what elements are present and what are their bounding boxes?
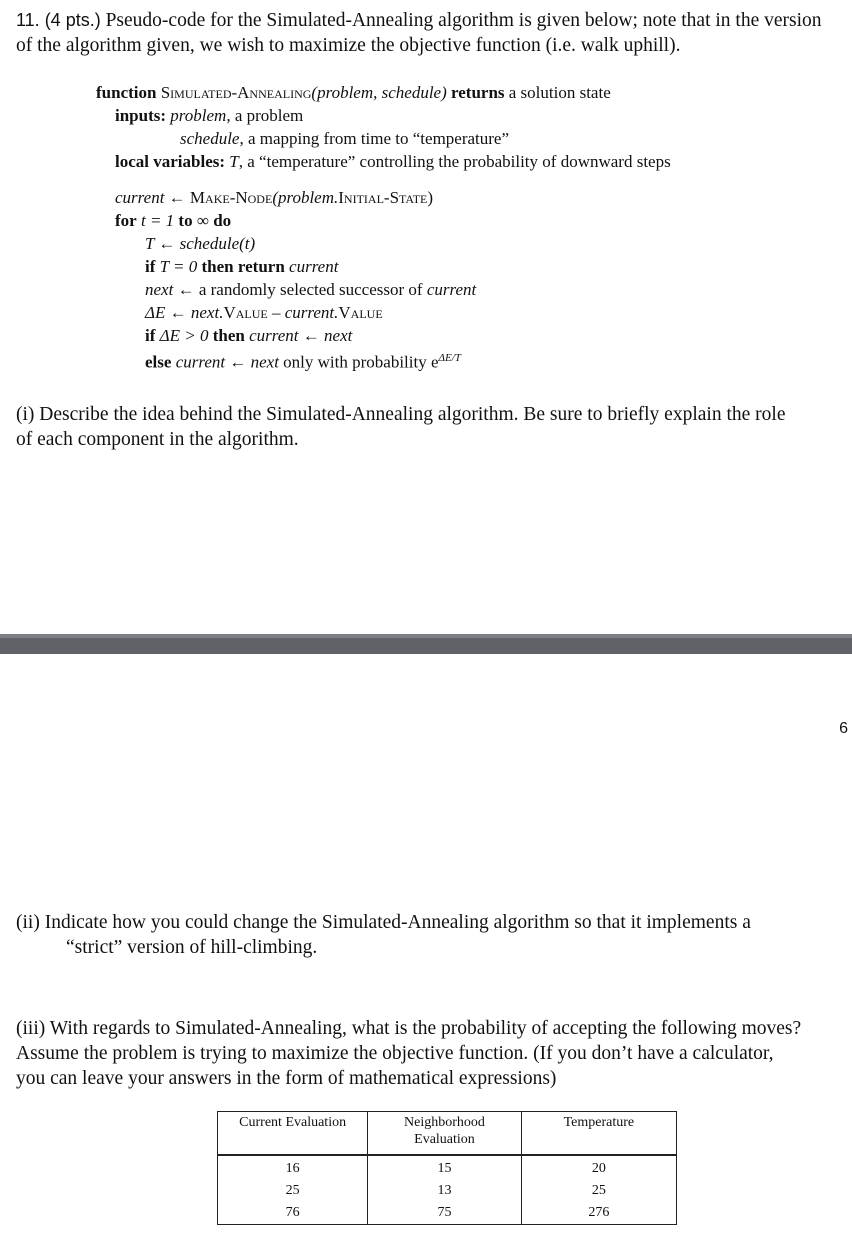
table-row: [218, 1155, 677, 1180]
kw-returns: returns: [451, 83, 505, 102]
part-ii-line-2: “strict” version of hill-climbing.: [66, 937, 318, 958]
returns-desc: a solution state: [508, 83, 611, 102]
intro-line-2: of the algorithm given, we wish to maximize the objective function (i.e. walk uphill).: [16, 35, 681, 56]
part-iii-line-1: (iii) With regards to Simulated-Annealing, what is the probability of accepting the following moves?: [16, 1018, 802, 1039]
table-header-row: [218, 1112, 677, 1156]
question-intro: [16, 8, 846, 58]
input-problem: problem: [170, 106, 227, 125]
kw-inputs: inputs: [115, 106, 161, 125]
page-number: 6: [839, 720, 848, 737]
cell-neighbor: 15: [368, 1155, 521, 1180]
header-current-evaluation: Current Evaluation: [218, 1112, 368, 1156]
question-number: 11. (4 pts.): [16, 10, 101, 30]
cell-neighbor: 13: [368, 1180, 521, 1202]
header-neighborhood-evaluation: Neighborhood Evaluation: [368, 1112, 521, 1156]
input-schedule-desc: , a mapping from time to “temperature”: [239, 129, 510, 148]
part-i-question: [16, 402, 846, 452]
function-name: Simulated-Annealing: [160, 83, 312, 102]
kw-function: function: [96, 83, 157, 102]
part-i-line-1: (i) Describe the idea behind the Simulated-Annealing algorithm. Be sure to briefly explain the role: [16, 404, 786, 425]
code-local-vars: local variables: T, a “temperature” controlling the probability of downward steps: [115, 152, 671, 171]
part-iii-question: [16, 1016, 850, 1091]
table-row: [218, 1202, 677, 1225]
input-problem-desc: , a problem: [226, 106, 304, 125]
part-iii-line-3: you can leave your answers in the form of mathematical expressions): [16, 1068, 557, 1089]
code-line-schedule: T ← schedule(t): [145, 234, 256, 253]
page-divider: [0, 634, 852, 654]
part-ii-question: [16, 910, 846, 960]
code-line-if-zero: if T = 0 then return current: [145, 257, 339, 276]
code-line-make-node: current ← Make-Node(problem.Initial-State): [115, 188, 434, 207]
code-line-next: next ← a randomly selected successor of current: [145, 280, 477, 299]
cell-current: 76: [218, 1202, 368, 1225]
cell-current: 25: [218, 1180, 368, 1202]
cell-temperature: 20: [521, 1155, 676, 1180]
code-line-else: else current ← next only with probability $e^{\Delta E/T}$: [145, 352, 461, 372]
code-line-delta: ΔE ← next.Value – current.Value: [145, 303, 383, 322]
cell-temperature: 25: [521, 1180, 676, 1202]
code-inputs: inputs: problem, a problem: [115, 106, 304, 125]
function-args: (problem, schedule): [311, 83, 447, 102]
local-var-t: T: [229, 152, 239, 171]
table-row: [218, 1180, 677, 1202]
code-signature: [96, 81, 611, 104]
code-input-schedule: [180, 127, 509, 150]
intro-line-1: Pseudo-code for the Simulated-Annealing algorithm is given below; note that in the version: [105, 10, 822, 31]
cell-neighbor: 75: [368, 1202, 521, 1225]
input-schedule: schedule: [180, 129, 240, 148]
code-line-if-positive: if ΔE > 0 then current ← next: [145, 326, 353, 345]
part-i-line-2: of each component in the algorithm.: [16, 429, 299, 450]
code-line-for: for t = 1 to ∞ do: [115, 211, 232, 230]
part-ii-line-1: (ii) Indicate how you could change the Simulated-Annealing algorithm so that it implements a: [16, 912, 751, 933]
moves-table: [217, 1111, 677, 1225]
cell-temperature: 276: [521, 1202, 676, 1225]
kw-local-variables: local variables: [115, 152, 220, 171]
header-temperature: Temperature: [521, 1112, 676, 1156]
cell-current: 16: [218, 1155, 368, 1180]
local-var-desc: , a “temperature” controlling the probability of downward steps: [238, 152, 671, 171]
part-iii-line-2: Assume the problem is trying to maximize the objective function. (If you don’t have a calculator,: [16, 1043, 774, 1064]
